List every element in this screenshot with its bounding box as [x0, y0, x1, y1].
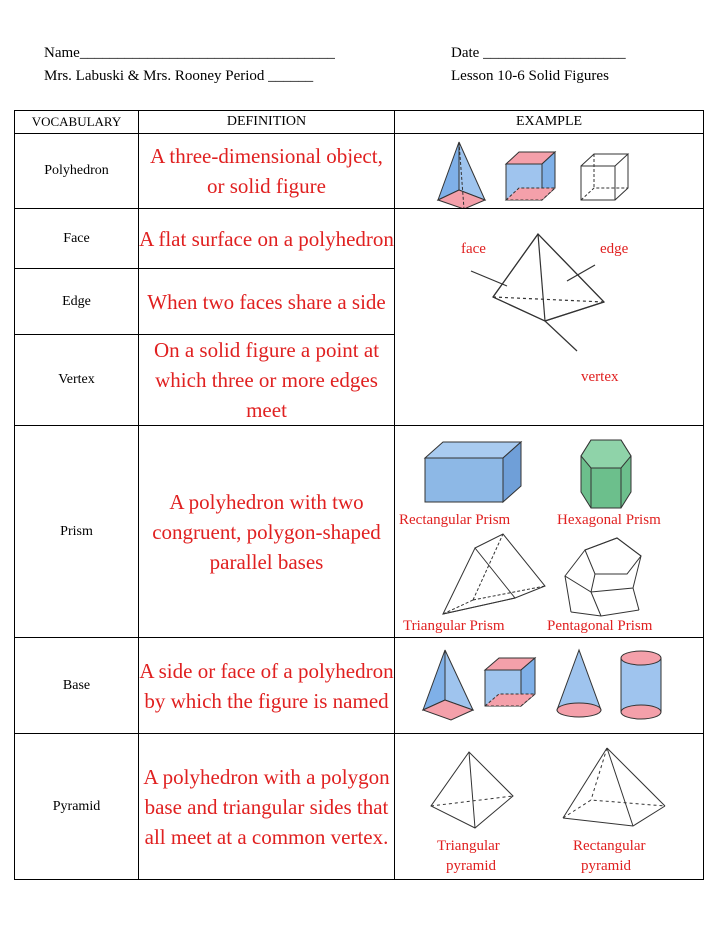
example-polyhedron — [395, 134, 704, 209]
definition-vertex: On a solid figure a point at which three or more edges meet — [139, 335, 395, 426]
label-face: face — [461, 241, 486, 257]
term-pyramid: Pyramid — [15, 734, 139, 880]
label-rectangular-prism: Rectangular Prism — [399, 512, 511, 528]
table-header-row — [15, 111, 704, 134]
definition-prism: A polyhedron with two congruent, polygon-shaped parallel bases — [139, 426, 395, 638]
lesson-title: Lesson 10-6 Solid Figures — [451, 68, 609, 84]
hexagonal-prism-figure — [581, 440, 631, 508]
definition-pyramid: A polyhedron with a polygon base and triangular sides that all meet at a common vertex. — [139, 734, 395, 880]
term-prism: Prism — [15, 426, 139, 638]
term-edge: Edge — [15, 269, 139, 335]
vocabulary-table — [14, 110, 704, 880]
label-triangular-prism: Triangular Prism — [403, 618, 505, 634]
cube-outline-figure — [581, 154, 628, 200]
name-line: Name__________________________________ — [44, 45, 335, 61]
term-base: Base — [15, 638, 139, 734]
example-base — [395, 638, 704, 734]
label-pentagonal-prism: Pentagonal Prism — [547, 618, 653, 634]
base-pyramid-figure — [423, 650, 473, 720]
example-pyramid — [395, 734, 704, 880]
triangular-prism-figure — [443, 534, 545, 614]
cylinder-figure — [621, 651, 661, 719]
label-triangular-pyramid-line2: pyramid — [446, 858, 496, 874]
label-rectangular-pyramid-line2: pyramid — [581, 858, 631, 874]
pyramid-parts-figure — [395, 209, 704, 421]
rectangular-prism-figure — [425, 442, 521, 502]
label-vertex: vertex — [581, 369, 619, 385]
term-vertex: Vertex — [15, 335, 139, 426]
prism-figures — [395, 426, 704, 638]
pentagonal-prism-figure — [565, 538, 641, 616]
polyhedron-figures — [395, 134, 704, 208]
date-line: Date ___________________ — [451, 45, 626, 61]
row-base — [15, 638, 704, 734]
label-rectangular-pyramid-line1: Rectangular — [573, 838, 646, 854]
triangular-pyramid-figure — [431, 752, 513, 828]
col-example: EXAMPLE — [395, 111, 704, 134]
row-face — [15, 209, 704, 269]
label-triangular-pyramid-line1: Triangular — [437, 838, 500, 854]
term-polyhedron: Polyhedron — [15, 134, 139, 209]
col-vocabulary: VOCABULARY — [15, 111, 139, 134]
base-figures — [395, 638, 704, 734]
term-face: Face — [15, 209, 139, 269]
teacher-period-line: Mrs. Labuski & Mrs. Rooney Period ______ — [44, 68, 314, 84]
definition-polyhedron: A three-dimensional object, or solid figure — [139, 134, 395, 209]
example-prism — [395, 426, 704, 638]
pyramid-figure — [438, 142, 485, 208]
label-edge: edge — [600, 241, 629, 257]
row-polyhedron — [15, 134, 704, 209]
rectangular-pyramid-figure — [563, 748, 665, 826]
label-hexagonal-prism: Hexagonal Prism — [557, 512, 661, 528]
cone-figure — [557, 650, 601, 717]
cube-colored-figure — [506, 152, 555, 200]
definition-face: A flat surface on a polyhedron — [139, 209, 395, 269]
example-face-edge-vertex — [395, 209, 704, 426]
definition-base: A side or face of a polyhedron by which the figure is named — [139, 638, 395, 734]
row-pyramid — [15, 734, 704, 880]
definition-edge: When two faces share a side — [139, 269, 395, 335]
pyramid-figures — [395, 734, 704, 880]
base-cube-figure — [485, 658, 535, 706]
row-prism — [15, 426, 704, 638]
col-definition: DEFINITION — [139, 111, 395, 134]
